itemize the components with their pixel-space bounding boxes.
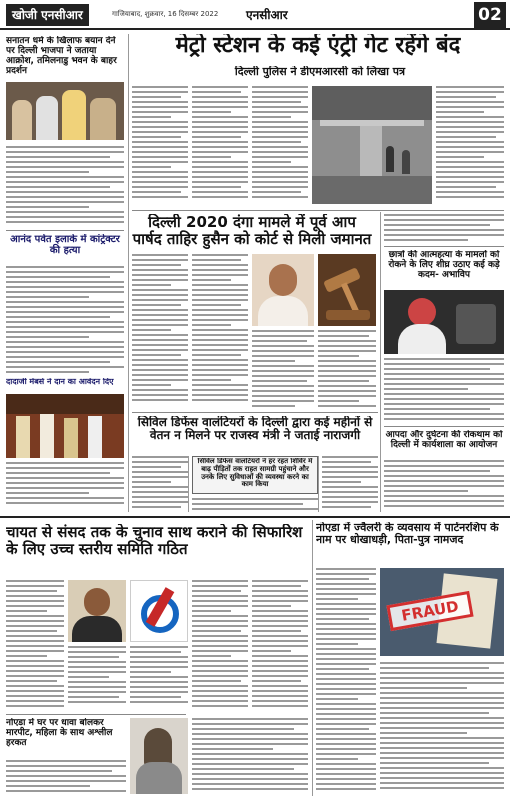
bottom-body-col5 [252,580,308,710]
bottom-body-col1 [6,580,64,710]
bottom-body-col2 [68,646,126,710]
defense-body-col2 [322,456,378,512]
right-low-headline: आपदा और दुर्घटना की रोकथाम को दिल्ली में कार्यशाला का आयोजन [385,430,503,451]
riot-headline: दिल्ली 2020 दंगा मामले में पूर्व आप पार्षद ताहिर हुसैन को कोर्ट से मिली जमानत [132,214,372,248]
bottom-mid-body [192,718,308,794]
protest-photo [6,82,124,140]
right-low-body [384,460,504,510]
main-body-col4 [436,86,504,204]
masthead [0,0,510,30]
woman-photo [130,718,188,794]
fraud-stamp: FRAUD [386,591,473,631]
fraud-photo [380,568,504,656]
bottom-left-body [6,760,126,796]
paper-logo: खोजी एनसीआर [6,4,89,26]
dateline: गाजियाबाद, शुक्रवार, 16 दिसम्बर 2022 [112,10,219,18]
left-photo-headline: दादाजी मेंबर्स ने दान का आवेदन दिए [6,378,114,386]
main-body-col2 [192,86,248,204]
defense-headline: सिविल डिफेंस वालंटियरों के दिल्ली द्वारा कई महीनों से वेतन न मिलने पर राजस्व मंत्री ने जताई नाराजगी [137,416,373,443]
bottom-headline: चायत से संसद तक के चुनाव साथ कराने की सिफारिश के लिए उच्च स्तरीय समिति गठित [6,524,303,558]
riot-body-col2 [192,254,248,408]
riot-body-col1 [132,254,188,408]
left-mid-body [6,266,124,374]
left-photo-body [6,462,124,508]
main-subhead: दिल्ली पुलिस ने डीएमआरसी को लिखा पत्र [234,66,406,78]
student-photo [384,290,504,354]
page-number: 02 [474,2,506,28]
riot-body-col3 [252,330,314,408]
main-body-col1 [132,86,188,204]
section-title: एनसीआर [246,8,288,22]
defense-subhead: सिविल डिफेंस वालंटियरों ने हर रहत शिविर में बाढ़ पीड़ितों तक राहत सामग्री पहुंचाने और उनके लिए सुविधाओं की व्यवस्था करने का काम किया [197,458,313,489]
fraud-body-col1 [316,568,376,796]
bottom-right-headline: नोएडा में ज्वैलरी के व्यवसाय में पार्टनरशिप के नाम पर धोखाधड़ी, पिता-पुत्र नामजद [316,522,499,547]
riot-body-col4 [318,330,376,408]
metro-station-photo [312,86,432,204]
kovind-photo [68,580,126,642]
defense-body-col3 [192,498,318,512]
right-mid-body [384,358,504,424]
ceremony-photo [6,394,124,458]
bottom-body-col4 [192,580,248,710]
defense-body-col1 [132,456,188,512]
main-body-col3 [252,86,308,204]
court-gavel-photo [318,254,376,326]
right-mid-headline: छात्रों की आत्महत्या के मामलों को रोकने के लिए शीघ्र उठाए कई कड़े कदम- अभाविप [388,250,500,281]
main-headline: मेट्रो स्टेशन के कई एंट्री गेट रहेंगे बंद [175,34,461,58]
left-top-headline: सनातन धर्म के खिलाफ बयान देने पर दिल्ली भाजपा ने जताया आक्रोश, तमिलनाडु भवन के बाहर प्रदर्शन [6,36,117,77]
bottom-body-col3 [130,646,188,710]
fraud-body-col2 [380,662,504,796]
right-top-body [384,214,504,244]
bottom-left-headline: नोएडा में घर पर धावा बोलकर मारपीट, महिला के साथ अश्लील हरकत [6,718,113,749]
voting-symbol-photo [130,580,188,642]
tahir-hussain-photo [252,254,314,326]
left-mid-headline: आनंद पर्वत इलाके में कांट्रेक्टर की हत्या [10,234,120,257]
left-top-body [6,146,124,226]
